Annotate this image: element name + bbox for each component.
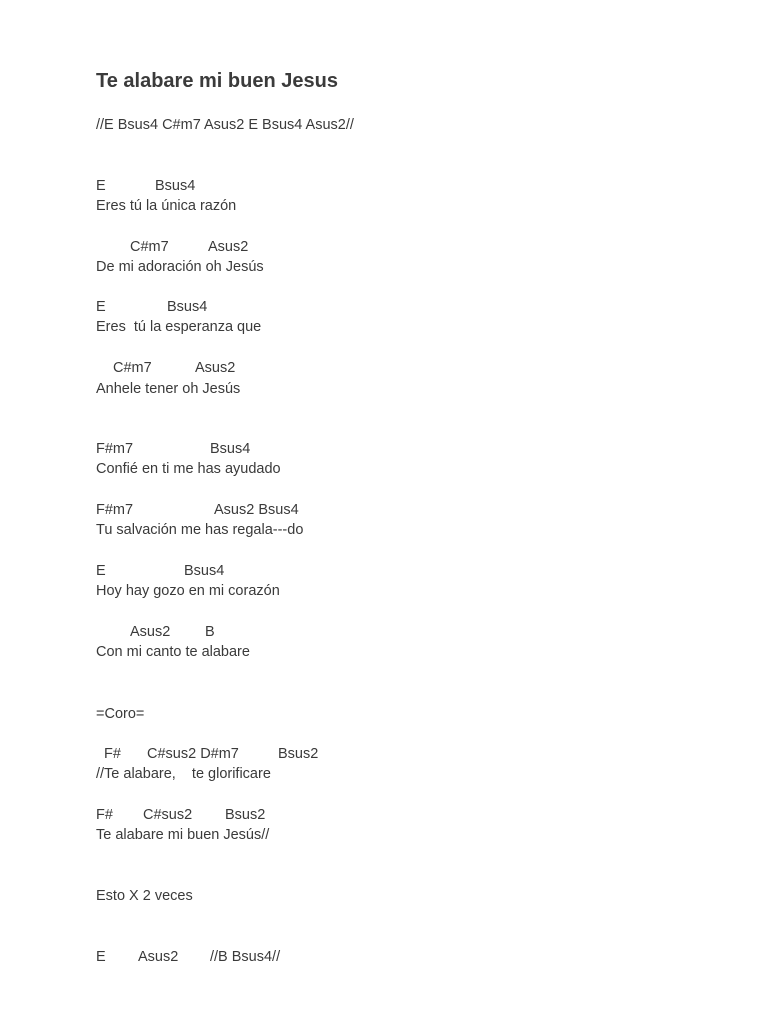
chord: Bsus4	[155, 178, 196, 194]
chord: E	[96, 299, 106, 315]
chord: C#sus2	[143, 807, 193, 823]
lyric-line: Anhele tener oh Jesús	[96, 381, 241, 397]
lyric-line: Hoy hay gozo en mi corazón	[96, 583, 280, 599]
intro-chords: //E Bsus4 C#m7 Asus2 E Bsus4 Asus2//	[96, 117, 354, 133]
lyric-line: //Te alabare, te glorificare	[96, 766, 271, 782]
lyric-line: Con mi canto te alabare	[96, 644, 250, 660]
chord: Bsus2	[278, 746, 319, 762]
song-title: Te alabare mi buen Jesus	[96, 70, 338, 92]
lyric-line: Te alabare mi buen Jesús//	[96, 827, 270, 843]
chord: C#sus2 D#m7	[147, 746, 239, 762]
chord: Asus2 Bsus4	[214, 502, 299, 518]
chord: C#m7	[113, 360, 152, 376]
chord: Bsus4	[184, 563, 225, 579]
chord: Bsus4	[167, 299, 208, 315]
chord: //B Bsus4//	[210, 949, 281, 965]
repeat-note: Esto X 2 veces	[96, 888, 193, 904]
lyric-line: Confié en ti me has ayudado	[96, 461, 281, 477]
chord: Bsus2	[225, 807, 266, 823]
lyric-line: Tu salvación me has regala---do	[96, 522, 304, 538]
chord: F#	[96, 807, 113, 823]
lyric-line: Eres tú la esperanza que	[96, 319, 262, 335]
chord: F#	[104, 746, 121, 762]
chord: B	[205, 624, 215, 640]
chord: E	[96, 178, 106, 194]
chord: C#m7	[130, 239, 169, 255]
chord: E	[96, 949, 106, 965]
lyric-line: Eres tú la única razón	[96, 198, 237, 214]
chord: Asus2	[138, 949, 179, 965]
chord: Asus2	[208, 239, 249, 255]
coro-label: =Coro=	[96, 706, 145, 722]
chord: Asus2	[130, 624, 171, 640]
lyric-line: De mi adoración oh Jesús	[96, 259, 264, 275]
chord: Asus2	[195, 360, 236, 376]
chord: F#m7	[96, 502, 134, 518]
chord: E	[96, 563, 106, 579]
chord: F#m7	[96, 441, 134, 457]
chord: Bsus4	[210, 441, 251, 457]
